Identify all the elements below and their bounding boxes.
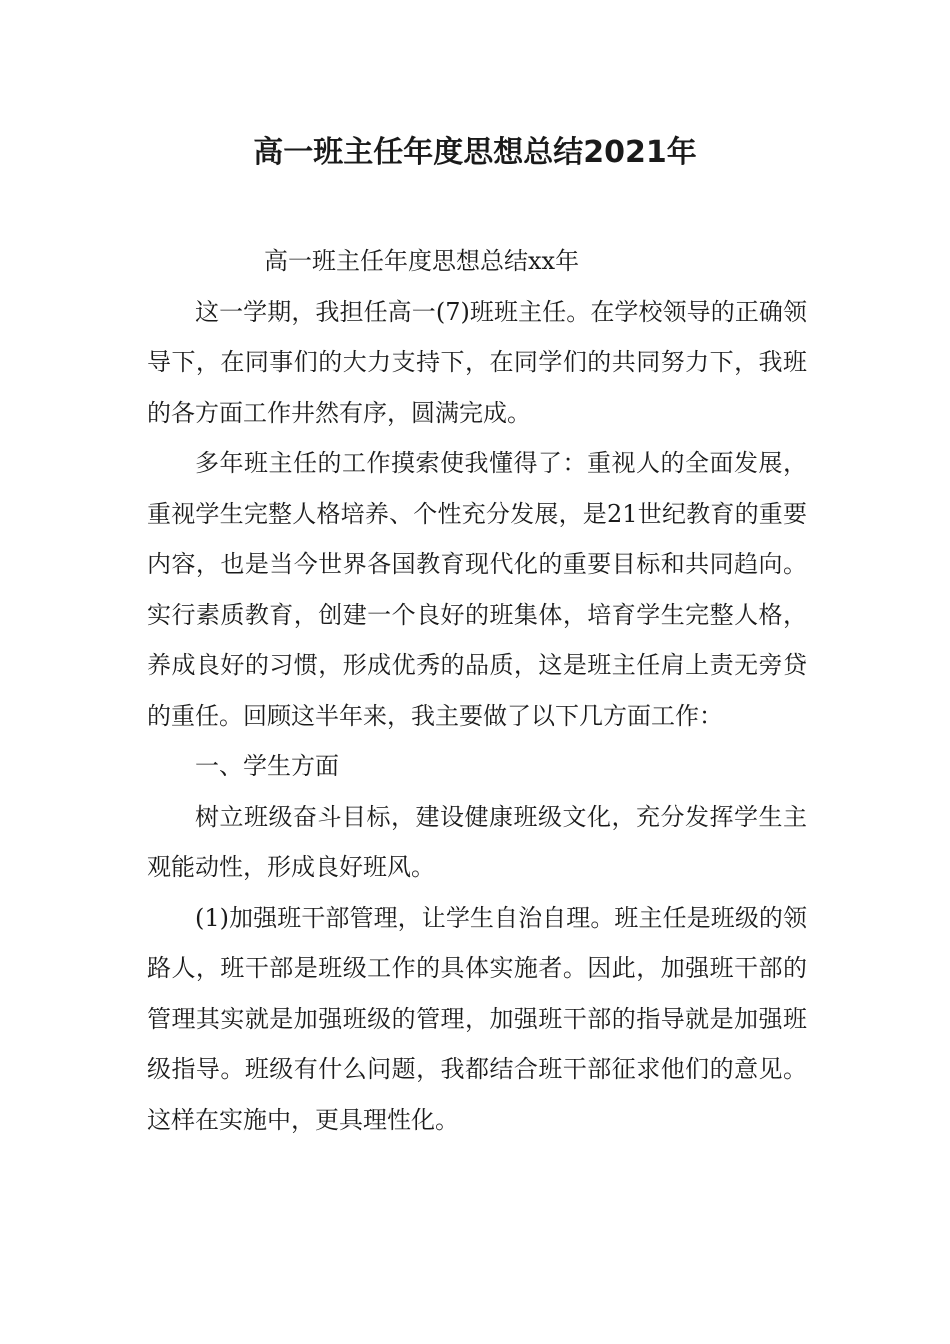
- section-heading-students: 一、学生方面: [195, 752, 339, 780]
- paragraph-class-cadres: (1)加强班干部管理，让学生自治自理。班主任是班级的领路人，班干部是班级工作的具体实施者。因此，加强班干部的管理其实就是加强班级的管理，加强班干部的指导就是加强班级指导。班级有什么问题，我都结合班干部征求他们的意见。这样在实施中，更具理性化。: [147, 903, 807, 1134]
- document-subtitle: 高一班主任年度思想总结xx年: [264, 247, 580, 275]
- paragraph-class-goals: 树立班级奋斗目标，建设健康班级文化，充分发挥学生主观能动性，形成良好班风。: [147, 802, 807, 881]
- paragraph-experience: 多年班主任的工作摸索使我懂得了：重视人的全面发展，重视学生完整人格培养、个性充分发展，是21世纪教育的重要内容，也是当今世界各国教育现代化的重要目标和共同趋向。实行素质教育，创建一个良好的班集体，培育学生完整人格，养成良好的习惯，形成优秀的品质，这是班主任肩上责无旁贷的重任。回顾这半年来，我主要做了以下几方面工作：: [147, 449, 807, 730]
- document-body: [147, 236, 807, 1145]
- paragraph-intro: 这一学期，我担任高一(7)班班主任。在学校领导的正确领导下，在同事们的大力支持下，在同学们的共同努力下，我班的各方面工作井然有序，圆满完成。: [147, 297, 807, 427]
- document-title: 高一班主任年度思想总结2021年: [253, 135, 697, 170]
